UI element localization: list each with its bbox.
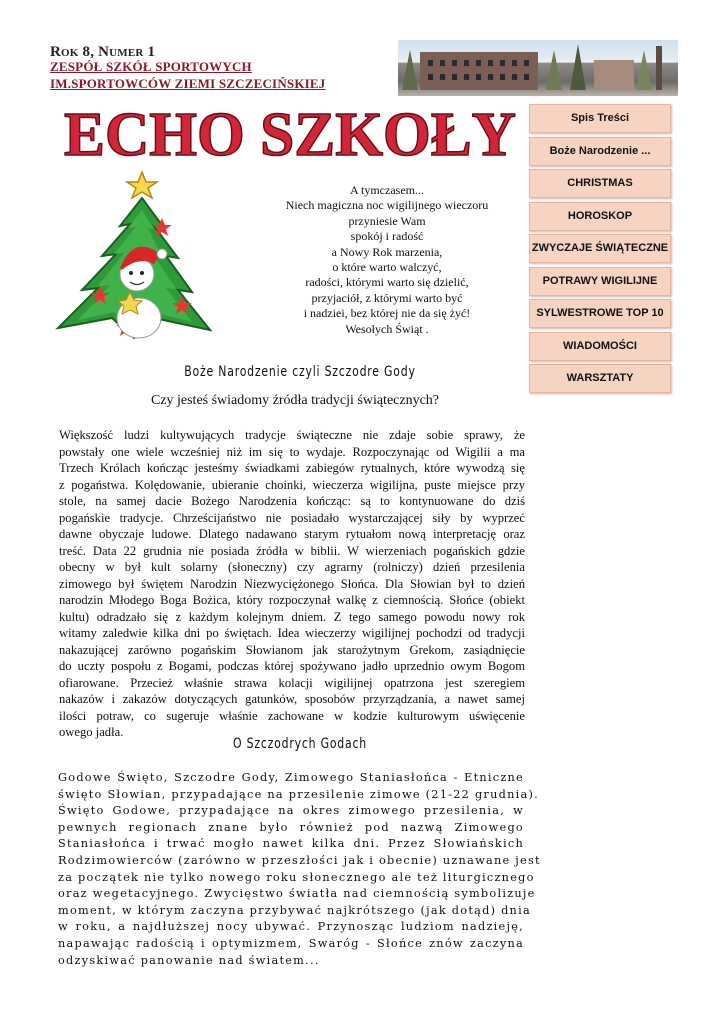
poem-line: Wesołych Świąt . — [345, 321, 429, 336]
poem-line: a Nowy Rok marzenia, — [331, 244, 443, 259]
article1-line: powstały one wiele wcześniej niż im się to wydaje. Rozpoczynając od Wigilii a ma — [59, 444, 525, 459]
article1-line: witamy zaledwie kilka dni po świętach. Idea wieczerzy wigilijnej pochodzi od tradycji — [59, 626, 525, 640]
nav-item-potrawy-wigilijne[interactable]: POTRAWY WIGILIJNE — [529, 267, 671, 296]
article2-line: oraz wegetacyjnego. Zwycięstwo światła nad ciemnością symbolizuje — [58, 887, 536, 901]
article1-line: nakazującej zarówno pogańskim Słowianom jak starożytnym Grekom, zasiądnięcie — [59, 642, 525, 657]
article2-line: święto Słowian, przypadające na przesilenie zimowe (21-22 grudnia). — [58, 787, 539, 801]
article2-line: Rodzimowierców (zarówno w przeszłości jak i obecnie) uznawane jest — [58, 853, 541, 867]
poem-line: spokój i radość — [350, 229, 424, 244]
poem-line: przyniesie Wam — [348, 213, 426, 228]
article1-title: Boże Narodzenie czyli Szczodre Gody — [184, 364, 416, 380]
article1-line: Trzech Królach kończąc jesteśmy świadkami zabiegów rytualnych, które wywodzą się — [59, 461, 525, 475]
article2-line: w roku, a najdłuższej nocy ubywać. Przynosząc ludziom nadzieję, — [58, 920, 524, 934]
article1-line: treść. Data 22 grudnia nie posiada źródła w biblii. W wierzeniach pogańskich gdzie — [59, 543, 525, 558]
nav-item-warsztaty[interactable]: WARSZTATY — [529, 364, 671, 393]
nav-item-zwyczaje-swiateczne[interactable]: ZWYCZAJE ŚWIĄTECZNE — [529, 234, 671, 263]
article2-line: Święto Godowe, przypadające na okres zimowego przesilenia, w — [58, 804, 524, 818]
christmas-tree-icon — [42, 168, 212, 346]
article1-line: dawne obyczaje ludowe. Dlatego nadawano starym rytuałom nową interpretację oraz — [59, 527, 525, 541]
poem-line: radości, którymi warto się dzielić, — [305, 275, 469, 290]
nav-item-boze-narodzenie[interactable]: Boże Narodzenie ... — [529, 137, 671, 166]
article2-line: napawając radością i optymizmem, Swaróg - Słońce znów zaczyna — [58, 936, 524, 950]
masthead-echo-szkoly — [60, 103, 520, 167]
article2-body — [58, 770, 541, 969]
poem-line: o które warto walczyć, — [332, 260, 442, 275]
article2-line: za początek nie tylko nowego roku słonecznego ale też liturgicznego — [58, 870, 535, 884]
article2-line: odzyskiwać panowanie nad światem... — [58, 953, 320, 967]
poem-line: przyjaciół, z którymi warto być — [311, 290, 463, 305]
article1-body — [59, 427, 525, 741]
school-name-line2[interactable]: IM.SPORTOWCÓW ZIEMI SZCZECIŃSKIEJ — [50, 76, 326, 91]
issue-number: Rok 8, Numer 1 — [50, 44, 156, 60]
poem-line: Niech magiczna noc wigilijnego wieczoru — [285, 198, 489, 213]
article2-line: pewnych regionach znane było również pod nazwą Zimowego — [58, 820, 524, 834]
article1-subtitle: Czy jesteś świadomy źródła tradycji świątecznych? — [150, 393, 440, 408]
article1-line: narodzin Młodego Boga Bożica, który rozpoczynał walkę z ciemnością. Słońce (obiekt — [59, 593, 525, 607]
article1-line: pogańskie tradycje. Chrześcijaństwo nie posiadało wystarczającej siły by wyprzeć — [59, 510, 525, 525]
article2-title: O Szczodrych Godach — [233, 736, 367, 752]
nav-item-wiadomosci[interactable]: WIADOMOŚCI — [529, 332, 671, 361]
article2-line: moment, w którym zaczyna przybywać najkrótszego (jak dotąd) dnia — [58, 903, 531, 917]
school-buildings-photo — [398, 40, 678, 96]
article2-line: Staniasłońca i trwać mogło nawet kilka dni. Przez Słowiańskich — [58, 837, 524, 851]
article1-line: kultu) odradzało się z każdym kolejnym dniem. Z tego samego powodu nowy rok — [59, 609, 525, 624]
article1-line: owego jadła. — [59, 725, 124, 739]
holiday-greeting-poem — [258, 183, 516, 337]
article1-line: nakazów i zakazów dotyczących gatunków, sposobów przyrządzania, a nawet samej — [59, 692, 525, 706]
masthead-title: ECHO SZKOŁY — [64, 103, 516, 167]
sidebar-nav — [529, 104, 671, 397]
article1-line: ilości potraw, co sugeruje właśnie zachowane w kodzie kulturowym uświęcenie — [59, 708, 525, 723]
nav-item-sylwestrowe-top-10[interactable]: SYLWESTROWE TOP 10 — [529, 299, 671, 328]
article1-line: z pogaństwa. Kolędowanie, ubieranie choinki, wieczerza wigilijna, puste miejsce przy — [59, 477, 525, 492]
article1-line: do uczty pospołu z Bogami, podczas której spożywano jadło uprzednio owym Bogom — [59, 659, 525, 673]
article1-line: zimowego był świętem Narodzin Niezwyciężonego Słońca. Dla Słowian był to dzień — [59, 576, 525, 591]
nav-item-spis-tresci[interactable]: Spis Treści — [529, 104, 671, 133]
article1-line: stole, na samej dacie Bożego Narodzenia kończąc: są to kontynuowane do dziś — [59, 494, 525, 508]
nav-item-christmas[interactable]: CHRISTMAS — [529, 169, 671, 198]
nav-item-horoskop[interactable]: HOROSKOP — [529, 202, 671, 231]
article1-line: Większość ludzi kultywujących tradycje świąteczne nie zdaje sobie sprawy, że — [59, 428, 525, 442]
article1-line: ofiarowane. Przecież właśnie strawa kolacji wigilijnej opatrzona jest szeregiem — [59, 675, 525, 690]
article2-line: Godowe Święto, Szczodre Gody, Zimowego Staniasłońca - Etniczne — [58, 771, 524, 784]
article1-line: obecny w był kult solarny (słoneczny) czy agrarny (rolniczy) dzień przesilenia — [59, 560, 525, 574]
school-name-line1[interactable]: ZESPÓŁ SZKÓŁ SPORTOWYCH — [50, 59, 252, 74]
poem-line: i nadziei, bez której nie da się żyć! — [303, 306, 471, 321]
poem-line: A tymczasem... — [350, 183, 424, 197]
